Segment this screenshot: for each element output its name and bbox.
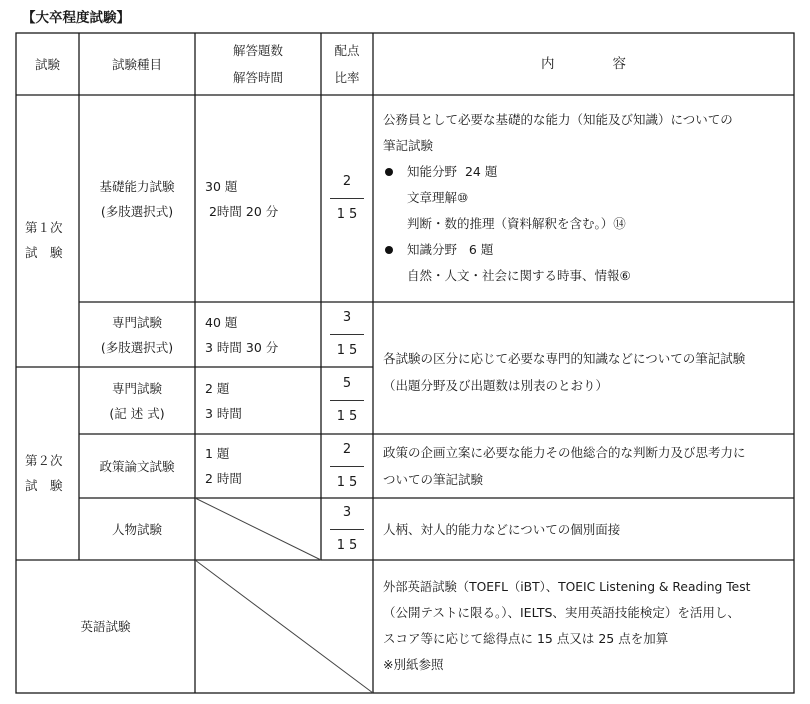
- header-ratio: [321, 33, 373, 95]
- row-policy-essay-questions: [195, 434, 321, 498]
- subject-name: 専門試験: [111, 380, 162, 396]
- header-stage-label: 試験: [34, 56, 60, 72]
- sub-current-affairs: 自然・人文・社会に関する時事、情報⑥: [407, 268, 631, 283]
- score-ratio-fraction: [330, 439, 364, 494]
- row-english-content: [373, 560, 794, 693]
- policy-content-line1: 政策の企画立案に必要な能力その他総合的な判断力及び思考力に: [383, 445, 746, 460]
- row-basic-ability-ratio: [321, 95, 373, 302]
- score-ratio-fraction: [330, 307, 364, 362]
- ratio-denominator: 15: [336, 343, 362, 358]
- row-basic-ability-questions: [195, 95, 321, 302]
- header-ratio-label-2: 比率: [334, 70, 360, 85]
- subject-name: 政策論文試験: [99, 458, 175, 474]
- english-content-line4: ※別紙参照: [383, 657, 444, 672]
- english-content-line2: （公開テストに限る。）、IELTS、実用英語技能検定）を活用し、: [383, 605, 740, 620]
- score-ratio-fraction: [330, 171, 364, 226]
- question-count: 40 題: [205, 314, 238, 330]
- content-intro-line2: 筆記試験: [383, 138, 434, 153]
- answer-time: 3 時間 30 分: [205, 339, 279, 355]
- question-count: 2 題: [205, 380, 230, 396]
- page-title: 【大卒程度試験】: [22, 10, 130, 26]
- stage-first-line2: 試 験: [25, 245, 63, 260]
- header-ratio-label-1: 配点: [334, 43, 360, 58]
- ratio-numerator: 2: [342, 441, 352, 457]
- row-specialized-essay-ratio: [321, 367, 373, 434]
- answer-time: 2 時間: [205, 471, 242, 486]
- row-specialized-essay-questions: [195, 367, 321, 434]
- header-subject: [79, 33, 195, 95]
- header-content-char-2: 容: [612, 55, 626, 72]
- subject-name: 人物試験: [111, 521, 162, 537]
- subject-name: 英語試験: [80, 619, 131, 634]
- ratio-numerator: 2: [342, 174, 352, 189]
- row-specialized-mc-subject: [79, 302, 195, 367]
- fraction-bar: [330, 334, 364, 335]
- bullet-intelligence-label: 知能分野 24 題: [407, 164, 498, 179]
- subject-name: 基礎能力試験: [99, 178, 175, 194]
- ratio-denominator: 15: [336, 474, 362, 490]
- bullet-icon: [385, 246, 393, 254]
- ratio-denominator: 15: [336, 537, 362, 553]
- fraction-bar: [330, 466, 364, 467]
- subject-format: (多肢選択式): [100, 203, 174, 219]
- sub-judgment-reasoning: 判断・数的推理（資料解釈を含む。）⑭: [407, 216, 626, 231]
- row-english-subject: [16, 560, 195, 693]
- row-specialized-essay-subject: [79, 367, 195, 434]
- header-questions-label: 解答題数: [232, 43, 283, 58]
- bullet-intelligence-field: [383, 159, 497, 185]
- header-time-label: 解答時間: [232, 70, 283, 85]
- ratio-numerator: 3: [342, 504, 352, 520]
- fraction-bar: [330, 400, 364, 401]
- bullet-icon: [385, 168, 393, 176]
- row-policy-essay-ratio: [321, 434, 373, 498]
- score-ratio-fraction: [330, 373, 364, 428]
- header-subject-label: 試験種目: [111, 56, 162, 72]
- ratio-denominator: 15: [336, 207, 362, 222]
- row-policy-essay-content: [373, 434, 794, 498]
- row-interview-ratio: [321, 498, 373, 560]
- specialized-content-line2: （出題分野及び出題数は別表のとおり）: [383, 378, 609, 393]
- header-stage: [16, 33, 79, 95]
- score-ratio-fraction: [330, 502, 364, 557]
- question-count: 30 題: [205, 178, 238, 194]
- row-policy-essay-subject: [79, 434, 195, 498]
- subject-format: (多肢選択式): [100, 339, 174, 355]
- row-basic-ability-content: [373, 95, 794, 302]
- fraction-bar: [330, 198, 364, 199]
- bullet-knowledge-field: [383, 237, 493, 263]
- english-content-line1: 外部英語試験（TOEFL（iBT）、TOEIC Listening & Reading Test: [383, 580, 751, 594]
- row-interview-content: [373, 498, 794, 560]
- stage-second: [16, 367, 79, 560]
- header-questions-time: [195, 33, 321, 95]
- subject-name: 専門試験: [111, 314, 162, 330]
- interview-content-line1: 人柄、対人的能力などについての個別面接: [383, 521, 621, 537]
- stage-first: [16, 95, 79, 367]
- english-content-line3: スコア等に応じて総得点に 15 点又は 25 点を加算: [383, 631, 669, 646]
- sub-reading-comprehension: 文章理解⑩: [407, 190, 469, 205]
- bullet-knowledge-label: 知識分野 6 題: [407, 242, 494, 257]
- stage-first-line1: 第１次: [25, 220, 63, 235]
- stage-second-line1: 第２次: [25, 452, 63, 468]
- answer-time: 2時間 20 分: [205, 203, 279, 219]
- ratio-numerator: 5: [342, 376, 352, 391]
- row-basic-ability-subject: [79, 95, 195, 302]
- subject-format: (記 述 式): [109, 405, 165, 421]
- fraction-bar: [330, 529, 364, 530]
- row-specialized-mc-ratio: [321, 302, 373, 367]
- stage-second-line2: 試 験: [25, 477, 63, 493]
- policy-content-line2: ついての筆記試験: [383, 472, 484, 487]
- row-interview-subject: [79, 498, 195, 560]
- ratio-numerator: 3: [342, 310, 352, 325]
- answer-time: 3 時間: [205, 405, 242, 421]
- header-content: [373, 33, 794, 95]
- specialized-content-line1: 各試験の区分に応じて必要な専門的知識などについての筆記試験: [383, 351, 746, 366]
- question-count: 1 題: [205, 446, 230, 461]
- content-intro-line1: 公務員として必要な基礎的な能力（知能及び知識）についての: [383, 112, 733, 127]
- ratio-denominator: 15: [336, 409, 362, 424]
- header-content-char-1: 内: [541, 55, 555, 72]
- specialized-shared-content: [373, 302, 794, 434]
- row-specialized-mc-questions: [195, 302, 321, 367]
